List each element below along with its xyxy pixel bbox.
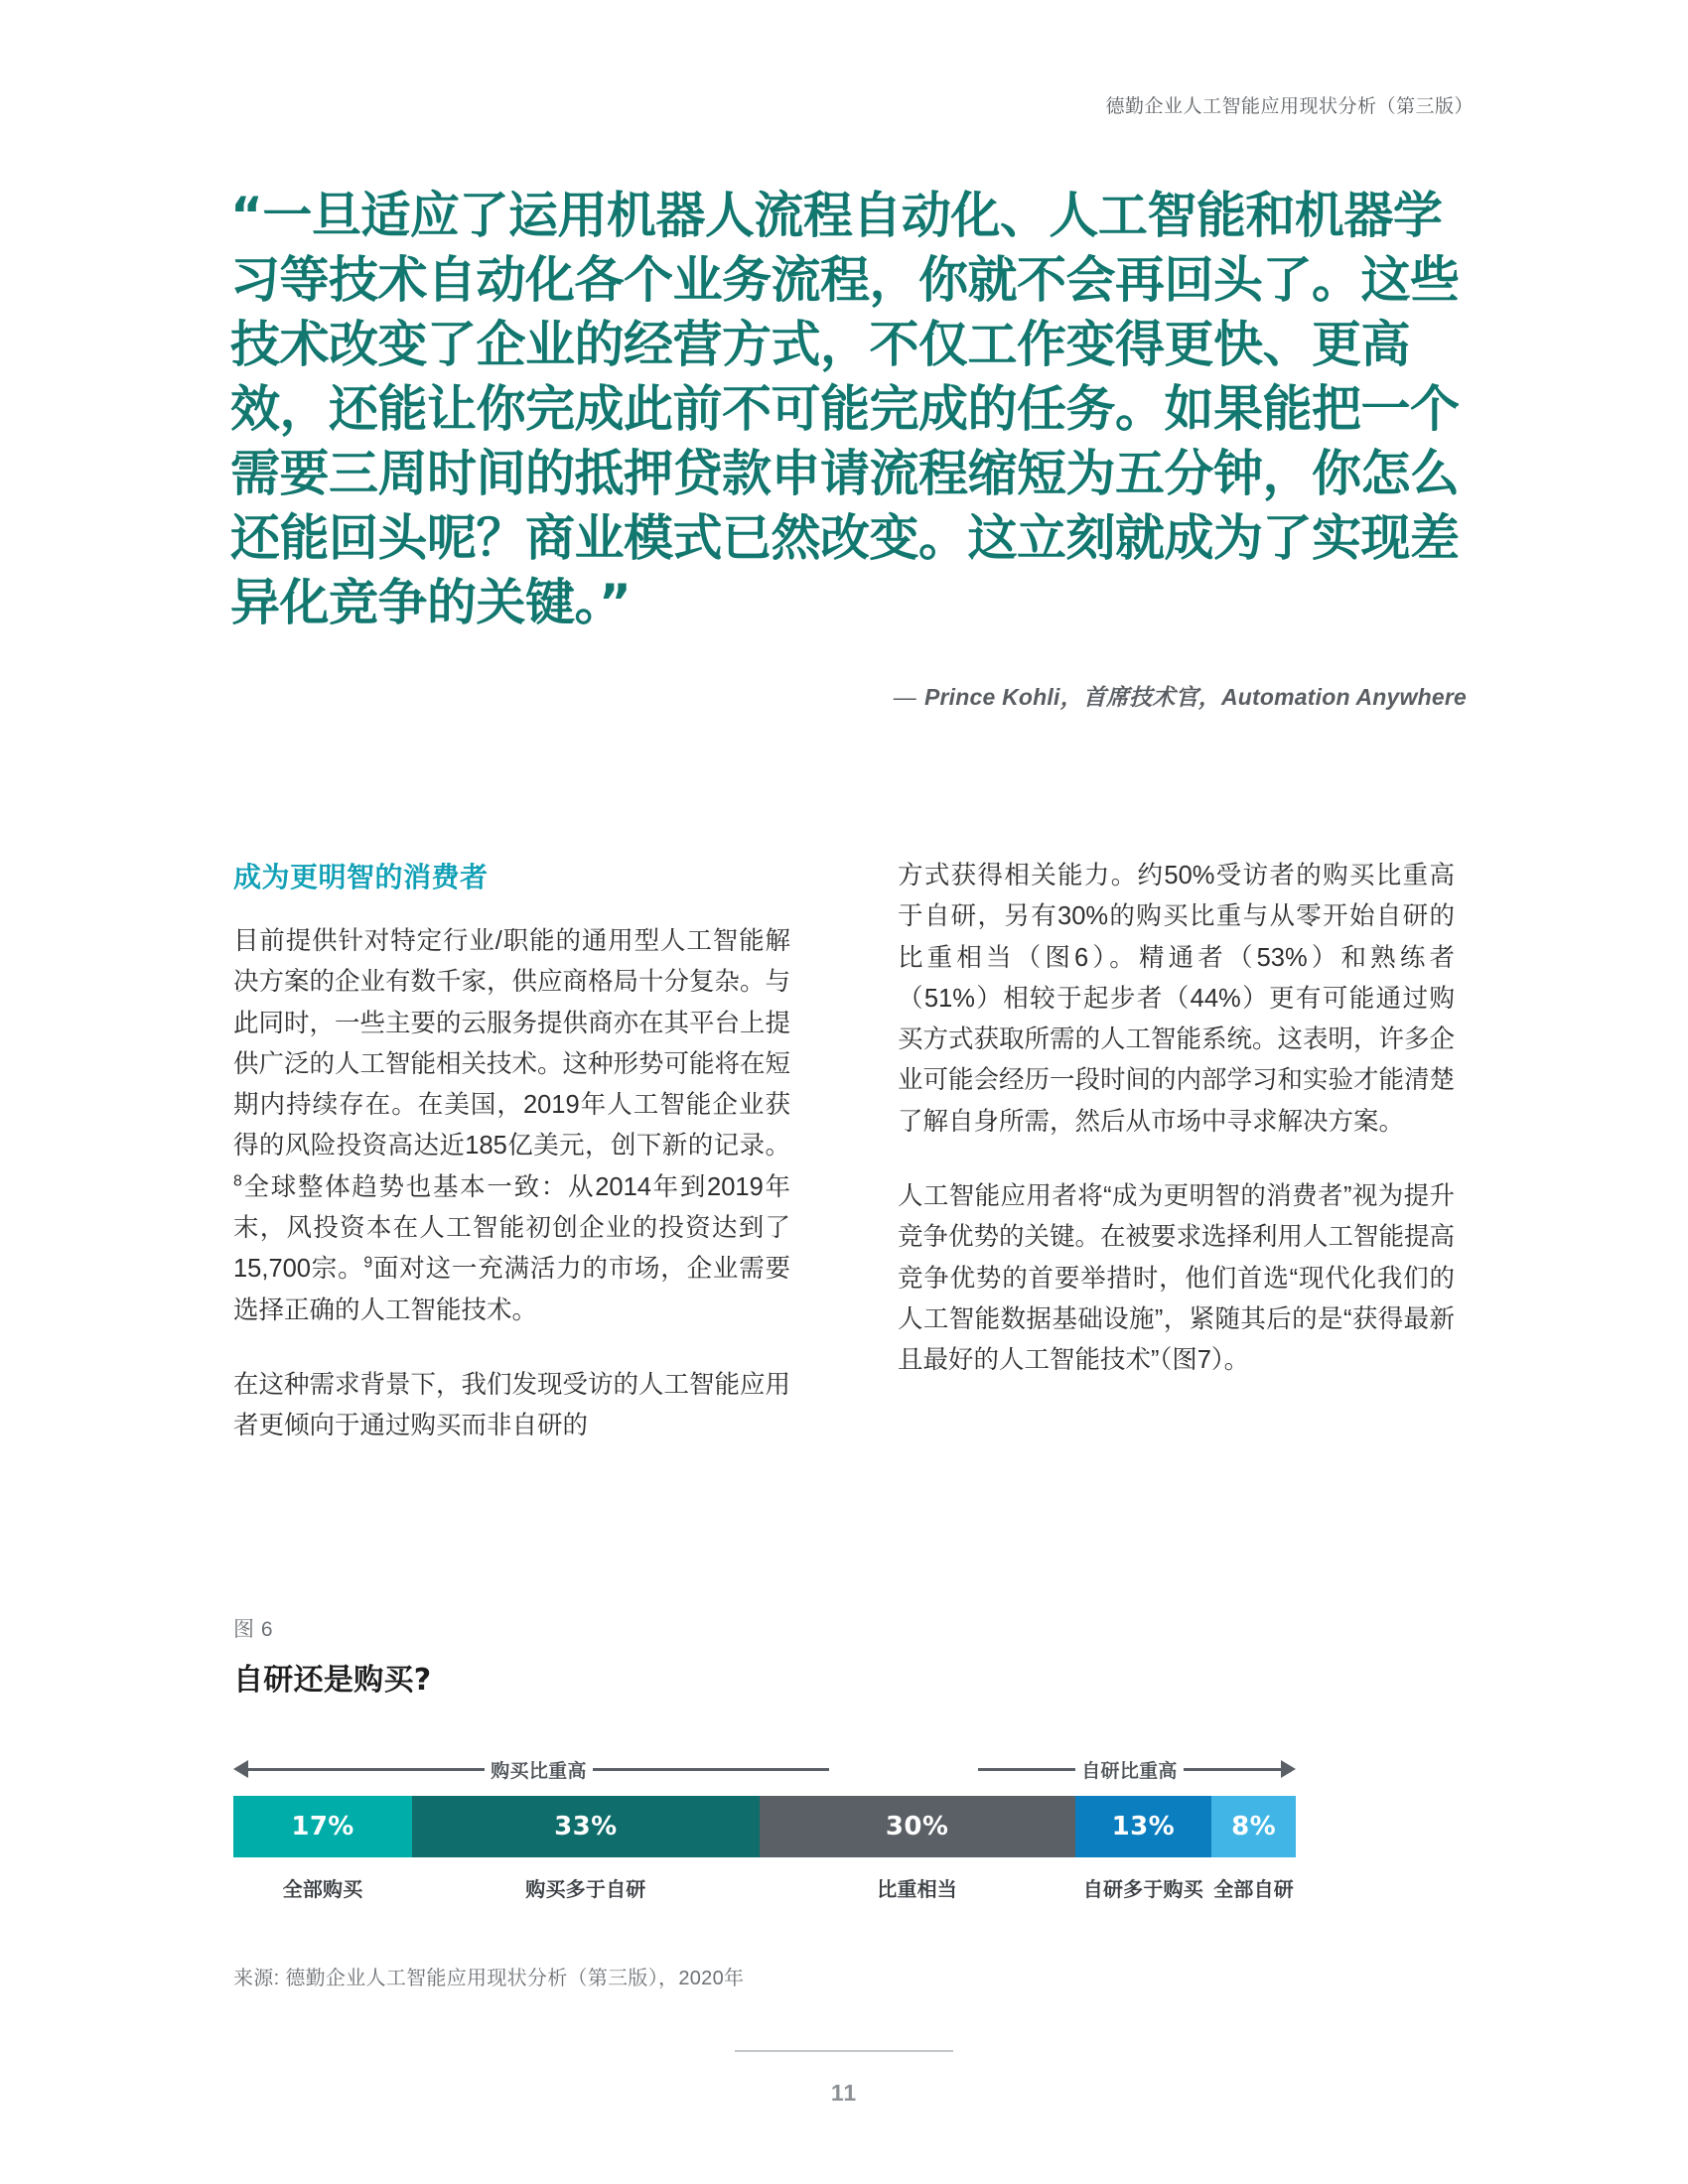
bar-segment-label: 全部购买 <box>282 1879 363 1901</box>
left-paragraph-1-part-b: 全球整体趋势也基本一致：从2014年到2019年末，风投资本在人工智能初创企业的投资达到了15,700宗。 <box>233 1172 790 1284</box>
quote-attribution <box>230 679 1467 712</box>
stacked-bar-category-labels <box>233 1873 1296 1902</box>
arrow-line-right <box>978 1768 1075 1771</box>
bar-segment: 13% <box>1075 1796 1212 1857</box>
body-columns <box>233 856 1455 1447</box>
bar-segment: 30% <box>760 1796 1075 1857</box>
body-column-right <box>898 856 1455 1447</box>
arrow-line-left <box>248 1768 485 1771</box>
figure-number-label: 图 6 <box>233 1618 274 1641</box>
bar-segment: 17% <box>233 1796 412 1857</box>
em-dash-glyph: — <box>893 684 916 710</box>
chart-inner <box>233 1752 1296 1902</box>
bar-segment-label: 全部自研 <box>1213 1879 1294 1901</box>
arrow-right-icon <box>1281 1760 1296 1778</box>
buy-heavier-label: 购买比重高 <box>491 1760 587 1782</box>
bar-segment: 33% <box>412 1796 760 1857</box>
buy-heavier-annotation <box>233 1752 829 1786</box>
bar-segment-label: 自研多于购买 <box>1082 1879 1203 1901</box>
stacked-bar-chart <box>233 1796 1296 1857</box>
bar-segment: 8% <box>1211 1796 1296 1857</box>
bar-segment-label: 购买多于自研 <box>525 1879 646 1901</box>
footer-divider <box>735 2050 953 2052</box>
pull-quote-text: “一旦适应了运用机器人流程自动化、人工智能和机器学习等技术自动化各个业务流程，你就不会再回头了。这些技术改变了企业的经营方式，不仅工作变得更快、更高效，还能让你完成此前不可能完成的任务。如果能把一个需要三周时间的抵押贷款申请流程缩短为五分钟，你怎么还能回头呢？商业模式已然改变。这立刻就成为了实现差异化竞争的关键。” <box>230 187 1460 631</box>
right-paragraph-1: 方式获得相关能力。约50%受访者的购买比重高于自研，另有30%的购买比重与从零开始自研的比重相当（图6）。精通者（53%）和熟练者（51%）相较于起步者（44%）更有可能通过购买方式获取所需的人工智能系统。这表明，许多企业可能会经历一段时间的内部学习和实验才能清楚了解自身所需，然后从市场中寻求解决方案。 <box>898 862 1456 1136</box>
arrow-line-left-2 <box>593 1768 829 1771</box>
section-heading: 成为更明智的消费者 <box>233 861 489 893</box>
arrow-line-right-2 <box>1184 1768 1281 1771</box>
figure-source-note: 来源: 德勤企业人工智能应用现状分析（第三版），2020年 <box>233 1968 745 1989</box>
figure-title: 自研还是购买? <box>233 1663 432 1698</box>
left-paragraph-1-part-a: 目前提供针对特定行业/职能的通用型人工智能解决方案的企业有数千家，供应商格局十分复杂。与此同时，一些主要的云服务提供商亦在其平台上提供广泛的人工智能相关技术。这种形势可能将在短期内持续存在。在美国，2019年人工智能企业获得的风险投资高达近185亿美元，创下新的记录。 <box>233 927 791 1160</box>
figure-6 <box>233 1613 1455 1990</box>
build-heavier-annotation <box>978 1752 1296 1786</box>
chart-axis-annotations <box>233 1752 1296 1786</box>
pull-quote-block <box>230 184 1467 712</box>
left-paragraph-1-part-c: 面对这一充满活力的市场，企业需要选择正确的人工智能技术。 <box>233 1255 790 1324</box>
footnote-marker-9: 9 <box>363 1254 373 1272</box>
build-heavier-label: 自研比重高 <box>1081 1760 1178 1782</box>
page-number: 11 <box>830 2080 858 2106</box>
chart-area <box>233 1752 1296 1902</box>
arrow-left-icon <box>233 1760 248 1778</box>
quote-attribution-text: Prince Kohli，首席技术官，Automation Anywhere <box>923 684 1467 710</box>
running-header-title: 德勤企业人工智能应用现状分析（第三版） <box>1105 96 1474 117</box>
right-paragraph-2: 人工智能应用者将“成为更明智的消费者”视为提升竞争优势的关键。在被要求选择利用人工智能提高竞争优势的首要举措时，他们首选“现代化我们的人工智能数据基础设施”，紧随其后的是“获得最新且最好的人工智能技术”（图7）。 <box>898 1182 1456 1375</box>
left-paragraph-2: 在这种需求背景下，我们发现受访的人工智能应用者更倾向于通过购买而非自研的 <box>233 1370 791 1440</box>
footnote-marker-8: 8 <box>233 1172 242 1190</box>
body-column-left <box>233 856 790 1447</box>
bar-segment-label: 比重相当 <box>877 1879 957 1901</box>
left-paragraph-1 <box>233 921 790 1331</box>
